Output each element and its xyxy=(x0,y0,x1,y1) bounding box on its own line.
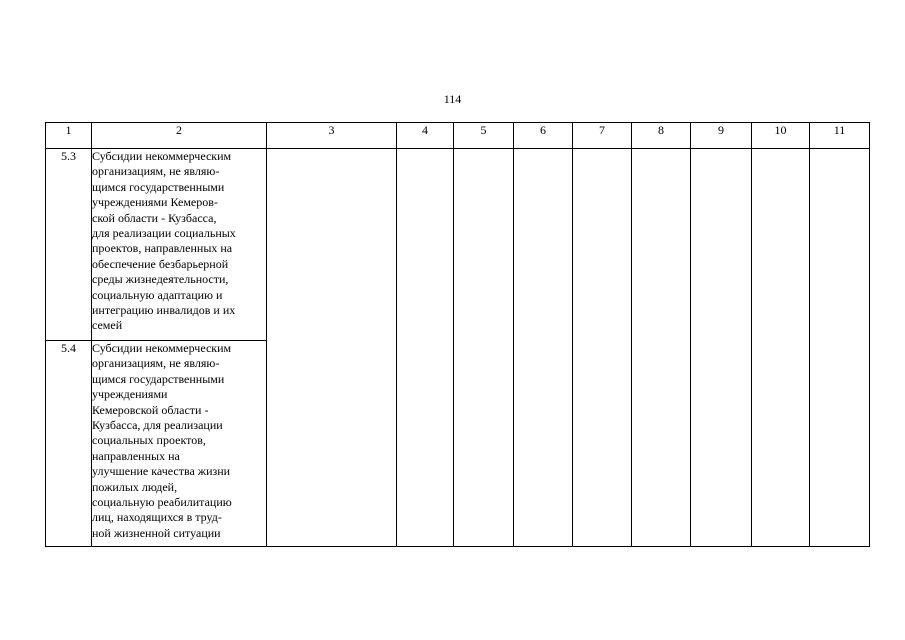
column-header-6: 6 xyxy=(514,123,573,149)
description-line: Субсидии некоммерческим xyxy=(92,149,232,163)
row-description xyxy=(92,341,267,547)
description-line: Субсидии некоммерческим xyxy=(92,341,232,355)
column-header-10: 10 xyxy=(752,123,810,149)
description-line: пожилых людей, xyxy=(92,479,178,494)
description-line: социальную реабилитацию xyxy=(92,495,232,510)
description-line: организациям, не являю- xyxy=(92,164,220,179)
cell-col-3 xyxy=(267,149,397,547)
column-header-5: 5 xyxy=(454,123,514,149)
description-line: ной жизненной ситуации xyxy=(92,525,221,540)
column-header-9: 9 xyxy=(691,123,752,149)
column-header-8: 8 xyxy=(632,123,691,149)
row-number: 5.4 xyxy=(46,341,92,547)
cell-col-9 xyxy=(691,149,752,547)
cell-col-7 xyxy=(573,149,632,547)
description-line: учреждениями Кемеров- xyxy=(92,195,218,210)
column-header-1: 1 xyxy=(46,123,92,149)
description-line: Кузбасса, для реализации xyxy=(92,418,223,433)
description-line: щимся государственными xyxy=(92,371,225,386)
description-line: социальных проектов, xyxy=(92,433,206,448)
description-line: учреждениями xyxy=(92,387,168,402)
column-header-3: 3 xyxy=(267,123,397,149)
column-header-7: 7 xyxy=(573,123,632,149)
description-line: направленных на xyxy=(92,448,180,463)
description-line: щимся государственными xyxy=(92,179,225,194)
description-line: улучшение качества жизни xyxy=(92,464,231,479)
description-line: социальную адаптацию и xyxy=(92,287,223,302)
table-row xyxy=(46,149,870,341)
row-number: 5.3 xyxy=(46,149,92,341)
description-line: для реализации социальных xyxy=(92,226,236,241)
cell-col-5 xyxy=(454,149,514,547)
description-line: лиц, находящихся в труд- xyxy=(92,510,222,525)
description-line: семей xyxy=(92,318,123,333)
column-header-4: 4 xyxy=(397,123,454,149)
page-number: 114 xyxy=(443,92,462,106)
cell-col-4 xyxy=(397,149,454,547)
row-description xyxy=(92,149,267,341)
description-line: ской области - Кузбасса, xyxy=(92,210,217,225)
description-line: среды жизнедеятельности, xyxy=(92,272,229,287)
cell-col-11 xyxy=(810,149,870,547)
cell-col-10 xyxy=(752,149,810,547)
description-line: Кемеровской области - xyxy=(92,402,209,417)
data-table xyxy=(45,122,870,547)
column-header-11: 11 xyxy=(810,123,870,149)
description-line: организациям, не являю- xyxy=(92,356,220,371)
description-line: обеспечение безбарьерной xyxy=(92,256,229,271)
header-row xyxy=(46,123,870,149)
cell-col-6 xyxy=(514,149,573,547)
description-line: проектов, направленных на xyxy=(92,241,233,256)
column-header-2: 2 xyxy=(92,123,267,149)
description-line: интеграцию инвалидов и их xyxy=(92,303,236,318)
cell-col-8 xyxy=(632,149,691,547)
